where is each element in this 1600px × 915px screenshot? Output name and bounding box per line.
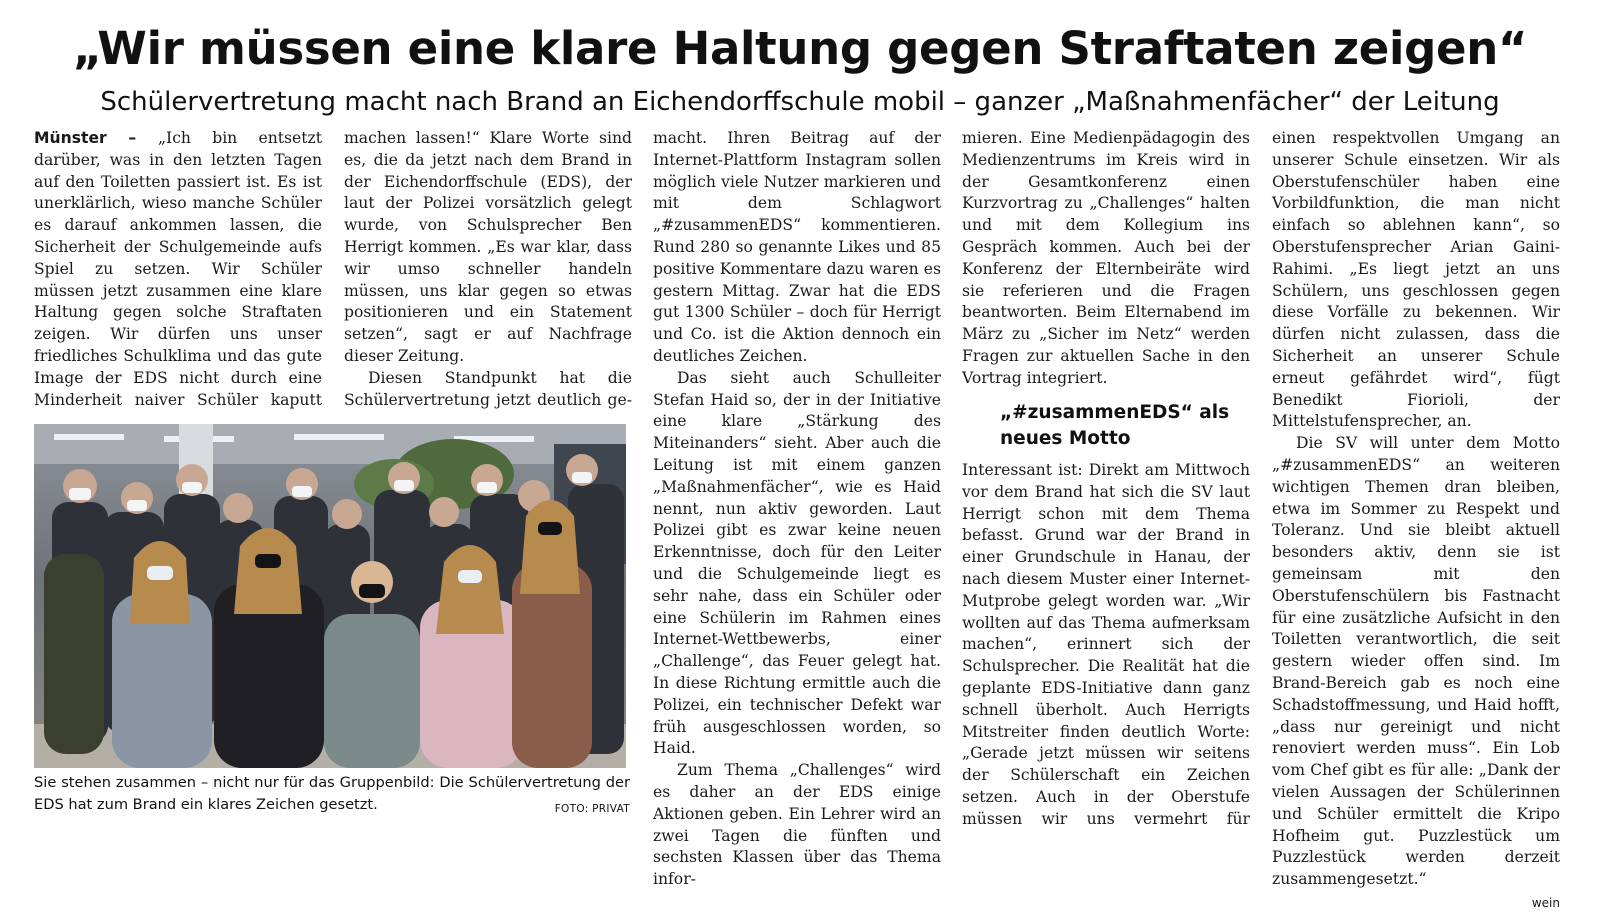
article-paragraph: „Ich bin entsetzt darüber, was in den letzten Tagen auf den Toiletten passiert ist. Es ist unerklärlich, wieso manche Schüler es darauf ankommen lassen, die Sicherheit der Schulgemeinde aufs Spiel zu setzen. Wir Schüler müssen jetzt zusammen eine klare Haltung gegen solche Straftaten zeigen. Wir dürfen uns unser friedliches Schulklima und das gute Image der EDS nicht durch eine Minderheit naiver Schüler kaputt [34, 129, 322, 409]
article-column-4-continued [962, 460, 1250, 840]
byline: wein [1531, 895, 1560, 910]
article-paragraph: macht. Ihren Beitrag auf der Internet-Plattform Instagram sollen möglich viele Nutzer markieren und mit dem Schlagwort „#zusammenEDS“ kommentieren. Rund 280 so genannte Likes und 85 positive Kommentare dazu waren es gestern Mittag. Zwar hat die EDS gut 1300 Schüler – doch für Herrigt und Co. ist die Aktion dennoch ein deutliches Zeichen. [653, 129, 941, 365]
photo-caption [34, 772, 630, 820]
photo-credit: FOTO: PRIVAT [554, 803, 630, 815]
dateline: Münster – [34, 129, 158, 147]
article-paragraph: Diesen Standpunkt hat die Schülervertretung jetzt deutlich ge- [344, 368, 632, 409]
article-column-5 [1272, 128, 1560, 910]
article-paragraph: Die SV will unter dem Motto „#zusammenEDS“ an weiteren wichtigen Themen dran bleiben, etwa im Sommer zu Respekt und Toleranz. Und sie bleibt aktuell besonders aktiv, denn sie ist gemeinsam mit den Oberstufenschülern bis Fastnacht für eine zusätzliche Aufsicht in den Toiletten verantwortlich, die seit gestern wieder offen sind. Im Brand-Bereich gab es noch eine Schadstoffmessung, und Haid hofft, „dass nur gereinigt und nicht renoviert werden muss“. Ein Lob vom Chef gibt es für alle: „Dank der vielen Aussagen der Schülerinnen und Schüler ermittelt die Kripo Hofheim gut. Puzzlestück um Puzzlestück werden derzeit zusammengesetzt.“ [1272, 434, 1560, 889]
article-paragraph: mieren. Eine Medienpädagogin des Medienzentrums im Kreis wird in der Gesamtkonferenz einen Kurzvortrag zu „Challenges“ halten und mit dem Kollegium ins Gespräch kommen. Auch bei der Konferenz der Elternbeiräte wird sie referieren und die Fragen beantworten. Beim Elternabend im März zu „Sicher im Netz“ werden Fragen zur aktuellen Sache in den Vortrag integriert. [962, 129, 1250, 387]
article-column-3 [653, 128, 941, 889]
article-column-2 [344, 128, 632, 409]
article-column-4 [962, 128, 1250, 388]
intertitle: „#zusammenEDS“ als neues Motto [1000, 402, 1230, 449]
article-paragraph: Zum Thema „Challenges“ wird es daher an der EDS einige Aktionen geben. Ein Lehrer wird an zwei Tagen die fünften und sechsten Klassen über das Thema infor- [653, 761, 941, 889]
article-paragraph: Das sieht auch Schulleiter Stefan Haid so, der in der Initiative eine klare „Stärkung des Miteinanders“ sieht. Aber auch die Leitung ist mit einem ganzen „Maßnahmenfächer“, wie es Haid nennt, nun aktiv geworden. Laut Polizei gibt es zwar keine neuen Erkenntnisse, doch für den Leiter und die Schulgemeinde liegt es sehr nahe, dass ein Schüler oder eine Schülerin im Rahmen eines Internet-Wettbewerbs, einer „Challenge“, das Feuer gelegt hat. In diese Richtung ermittle auch die Polizei, ein technischer Defekt war früh ausgeschlossen worden, so Haid. [653, 368, 941, 758]
article-paragraph: einen respektvollen Umgang an unserer Schule einsetzen. Wir als Oberstufenschüler haben eine Vorbildfunktion, die man nicht einfach so ablehnen kann“, so Oberstufensprecher Arian Gaini-Rahimi. „Es liegt jetzt an uns Schülern, uns geschlossen gegen diese Vorfälle zu bekennen. Wir dürfen nicht zulassen, dass die Sicherheit an unserer Schule erneut gefährdet wird“, fügt Benedikt Fiorioli, der Mittelstufensprecher, an. [1272, 129, 1560, 431]
article-paragraph: machen lassen!“ Klare Worte sind es, die da jetzt nach dem Brand in der Eichendorffschule (EDS), der laut der Polizei vorsätzlich gelegt wurde, von Schulsprecher Ben Herrigt kommen. „Es war klar, dass wir umso schneller handeln müssen, uns klar gegen so etwas positionieren und ein Statement setzen“, sagt er auf Nachfrage dieser Zeitung. [344, 129, 632, 365]
subheadline: Schülervertretung macht nach Brand an Eichendorffschule mobil – ganzer „Maßnahmenfächer“ der Leitung [100, 87, 1500, 117]
group-photo [34, 424, 626, 768]
article-paragraph: Interessant ist: Direkt am Mittwoch vor dem Brand hat sich die SV laut Herrigt schon mit dem Thema befasst. Grund war der Brand in einer Grundschule in Hanau, der nach diesem Muster einer Internet-Mutprobe gelegt worden war. „Wir wollten auf das Thema aufmerksam machen“, erinnert sich der Schulsprecher. Die Realität hat die geplante EDS-Initiative dann ganz schnell überholt. Auch Herrigts Mitstreiter finden deutlich Worte: „Gerade jetzt müssen wir seitens der Schülerschaft ein Zeichen setzen. Auch in der Oberstufe müssen wir uns vermehrt für [962, 461, 1250, 828]
headline: „Wir müssen eine klare Haltung gegen Straftaten zeigen“ [72, 22, 1528, 75]
caption-text: Sie stehen zusammen – nicht nur für das Gruppenbild: Die Schülervertretung der EDS hat zum Brand ein klares Zeichen gesetzt. [34, 774, 630, 813]
